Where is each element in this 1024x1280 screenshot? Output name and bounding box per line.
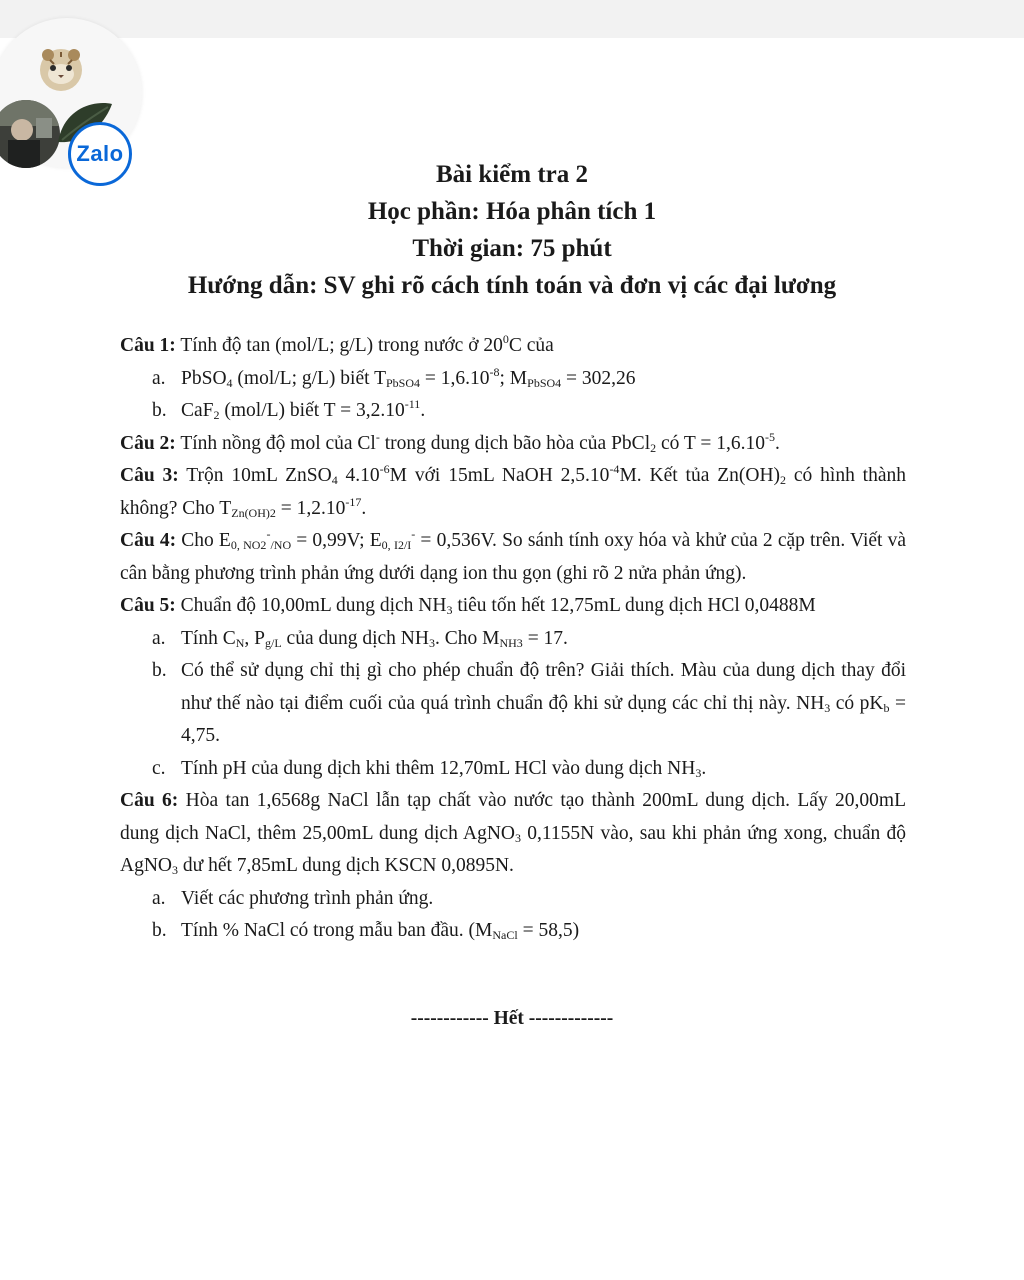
question-label: Câu 6: [120,790,179,811]
item-marker: a. [152,627,166,649]
exam-instruction: Hướng dẫn: SV ghi rõ cách tính toán và đơn vị các đại lương [187,272,837,299]
item-marker: b. [152,920,167,941]
question-4 [120,525,906,590]
question-label: Câu 3: [120,465,179,486]
question-label: Câu 5: [120,595,176,616]
item-marker: a. [152,887,166,909]
question-text: C của [508,335,554,356]
question-label: Câu 1: [120,335,176,356]
question-6b [120,915,906,948]
zalo-badge[interactable]: Zalo [68,122,132,186]
question-6a [120,883,906,916]
exam-title: Bài kiểm tra 2 [435,161,589,188]
item-text: PbSO$_4$ (mol/L; g/L) biết $T_{PbSO4} = 1,6.10^{-8}$; $M_{PbSO4} = 302,26$ [181,364,636,390]
question-label: Câu 4: [120,530,177,551]
question-label: Câu 2: [120,432,176,454]
item-text: Tính % NaCl có trong mẫu ban đầu. $(M_{NaCl} = 58,5)$ [181,920,580,942]
end-marker: ------------ Hết ------------- [410,1008,614,1029]
question-3 [120,460,906,525]
exam-header [0,156,1024,304]
question-text: Chuẩn độ 10,00mL dung dịch $NH_3$ tiêu tốn hết 12,75mL dung dịch HCl 0,0488M [180,595,816,617]
item-marker: b. [152,400,167,421]
question-text: Tính nồng độ mol của Cl- trong dung dịch bão hòa của PbCl$_2$ có $T = 1,6.10^{-5}$. [180,429,780,455]
question-5b [120,655,906,753]
item-marker: a. [152,367,166,389]
question-list [120,330,906,948]
item-text: Tính $C_N$, $P_{g/L}$ của dung dịch $NH_3$. Cho $M_{NH3} = 17$. [181,627,568,650]
question-1b [120,395,906,428]
exam-duration: Thời gian: 75 phút [412,235,612,262]
question-6 [120,785,906,883]
zalo-avatar[interactable] [0,18,142,168]
question-text: Trộn 10mL ZnSO$_4$ $4.10^{-6}M$ với 15mL NaOH $2,5.10^{-4}M$. Kết tủa $Zn(OH)_2$ có hình thành không? Cho $T_{Zn(OH)2} = 1,2.10^{-17}$. [120,462,907,520]
tiger-face-icon [36,46,86,94]
question-text: Tính độ tan (mol/L; g/L) trong nước ở 20 [180,335,503,356]
item-text: Tính pH của dung dịch khi thêm 12,70mL HCl vào dung dịch $NH_3$. [181,757,707,780]
superscript: 0 [502,332,509,346]
item-text: Viết các phương trình phản ứng. [181,887,434,909]
question-1 [120,330,906,363]
question-text: Hòa tan 1,6568g NaCl lẫn tạp chất vào nước tạo thành 200mL dung dịch. Lấy 20,00mL dung dịch NaCl, thêm 25,00mL dung dịch AgNO$_3$ 0,1155N vào, sau khi phản ứng xong, chuẩn độ AgNO$_3$ dư hết 7,85mL dung dịch KSCN 0,0895N. [120,790,907,877]
item-text: Có thể sử dụng chỉ thị gì cho phép chuẩn độ trên? Giải thích. Màu của dung dịch thay đổi như thế nào tại điểm cuối của quá trình chuẩn độ khi sử dụng các chỉ thị này. $NH_3$ có $pK_b = 4,75$. [181,660,906,746]
question-2 [120,428,906,461]
item-marker: c. [152,757,166,779]
question-5 [120,590,906,623]
question-5a [120,623,906,656]
item-marker: b. [152,660,167,681]
question-1a [120,363,906,396]
question-5c [120,753,906,786]
course-name: Học phần: Hóa phân tích 1 [367,198,657,225]
question-text: Cho $E_{0, NO2}^-_{/NO} = 0,99V$; $E_{0, I2/I}^- = 0,536V$. So sánh tính oxy hóa và khử của 2 cặp trên. Viết và cân bằng phương trình phản ứng dưới dạng ion thu gọn (ghi rõ 2 nửa phản ứng). [120,527,906,584]
top-band [0,0,1024,38]
item-text: CaF$_2$ (mol/L) biết $T = 3,2.10^{-11}$. [181,397,426,422]
